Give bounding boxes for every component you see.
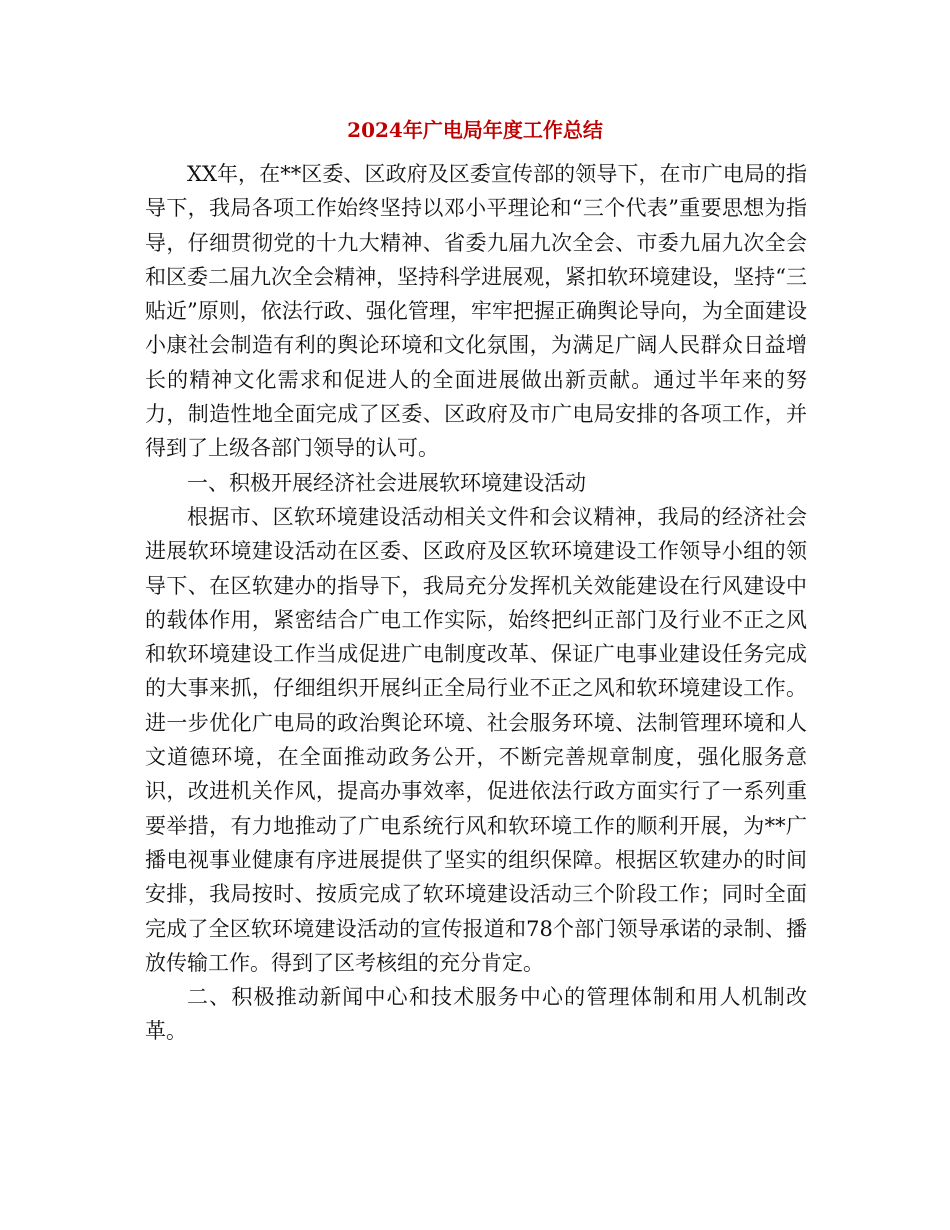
section-heading-2: 二、积极推动新闻中心和技术服务中心的管理体制和用人机制改革。 xyxy=(145,985,807,1044)
section-heading-1: 一、积极开展经济社会进展软环境建设活动 xyxy=(187,470,586,495)
paragraph-section-1: 根据市、区软环境建设活动相关文件和会议精神，我局的经济社会进展软环境建设活动在区委、区政府及区软环境建设工作领导小组的领导下、在区软建办的指导下，我局充分发挥机关效能建设在行风建设中的载体作用，紧密结合广电工作实际，始终把纠正部门及行业不正之风和软环境建设工作当成促进广电制度改革、保证广电事业建设任务完成的大事来抓，仔细组织开展纠正全局行业不正之风和软环境建设工作。进一步优化广电局的政治舆论环境、社会服务环境、法制管理环境和人文道德环境，在全面推动政务公开，不断完善规章制度，强化服务意识，改进机关作风，提高办事效率，促进依法行政方面实行了一系列重要举措，有力地推动了广电系统行风和软环境工作的顺利开展，为**广播电视事业健康有序进展提供了坚实的组织保障。根据区软建办的时间安排，我局按时、按质完成了软环境建设活动三个阶段工作；同时全面完成了全区软环境建设活动的宣传报道和78个部门领导承诺的录制、播放传输工作。得到了区考核组的充分肯定。 xyxy=(145,504,807,975)
paragraph-intro: XX年，在**区委、区政府及区委宣传部的领导下，在市广电局的指导下，我局各项工作始终坚持以邓小平理论和“三个代表”重要思想为指导，仔细贯彻党的十九大精神、省委九届九次全会、市委九届九次全会和区委二届九次全会精神，坚持科学进展观，紧扣软环境建设，坚持“三贴近”原则，依法行政、强化管理，牢牢把握正确舆论导向，为全面建设小康社会制造有利的舆论环境和文化氛围，为满足广阔人民群众日益增长的精神文化需求和促进人的全面进展做出新贡献。通过半年来的努力，制造性地全面完成了区委、区政府及市广电局安排的各项工作，并得到了上级各部门领导的认可。 xyxy=(145,162,807,461)
document-title: 2024年广电局年度工作总结 xyxy=(347,118,603,142)
document-body xyxy=(145,157,807,1049)
